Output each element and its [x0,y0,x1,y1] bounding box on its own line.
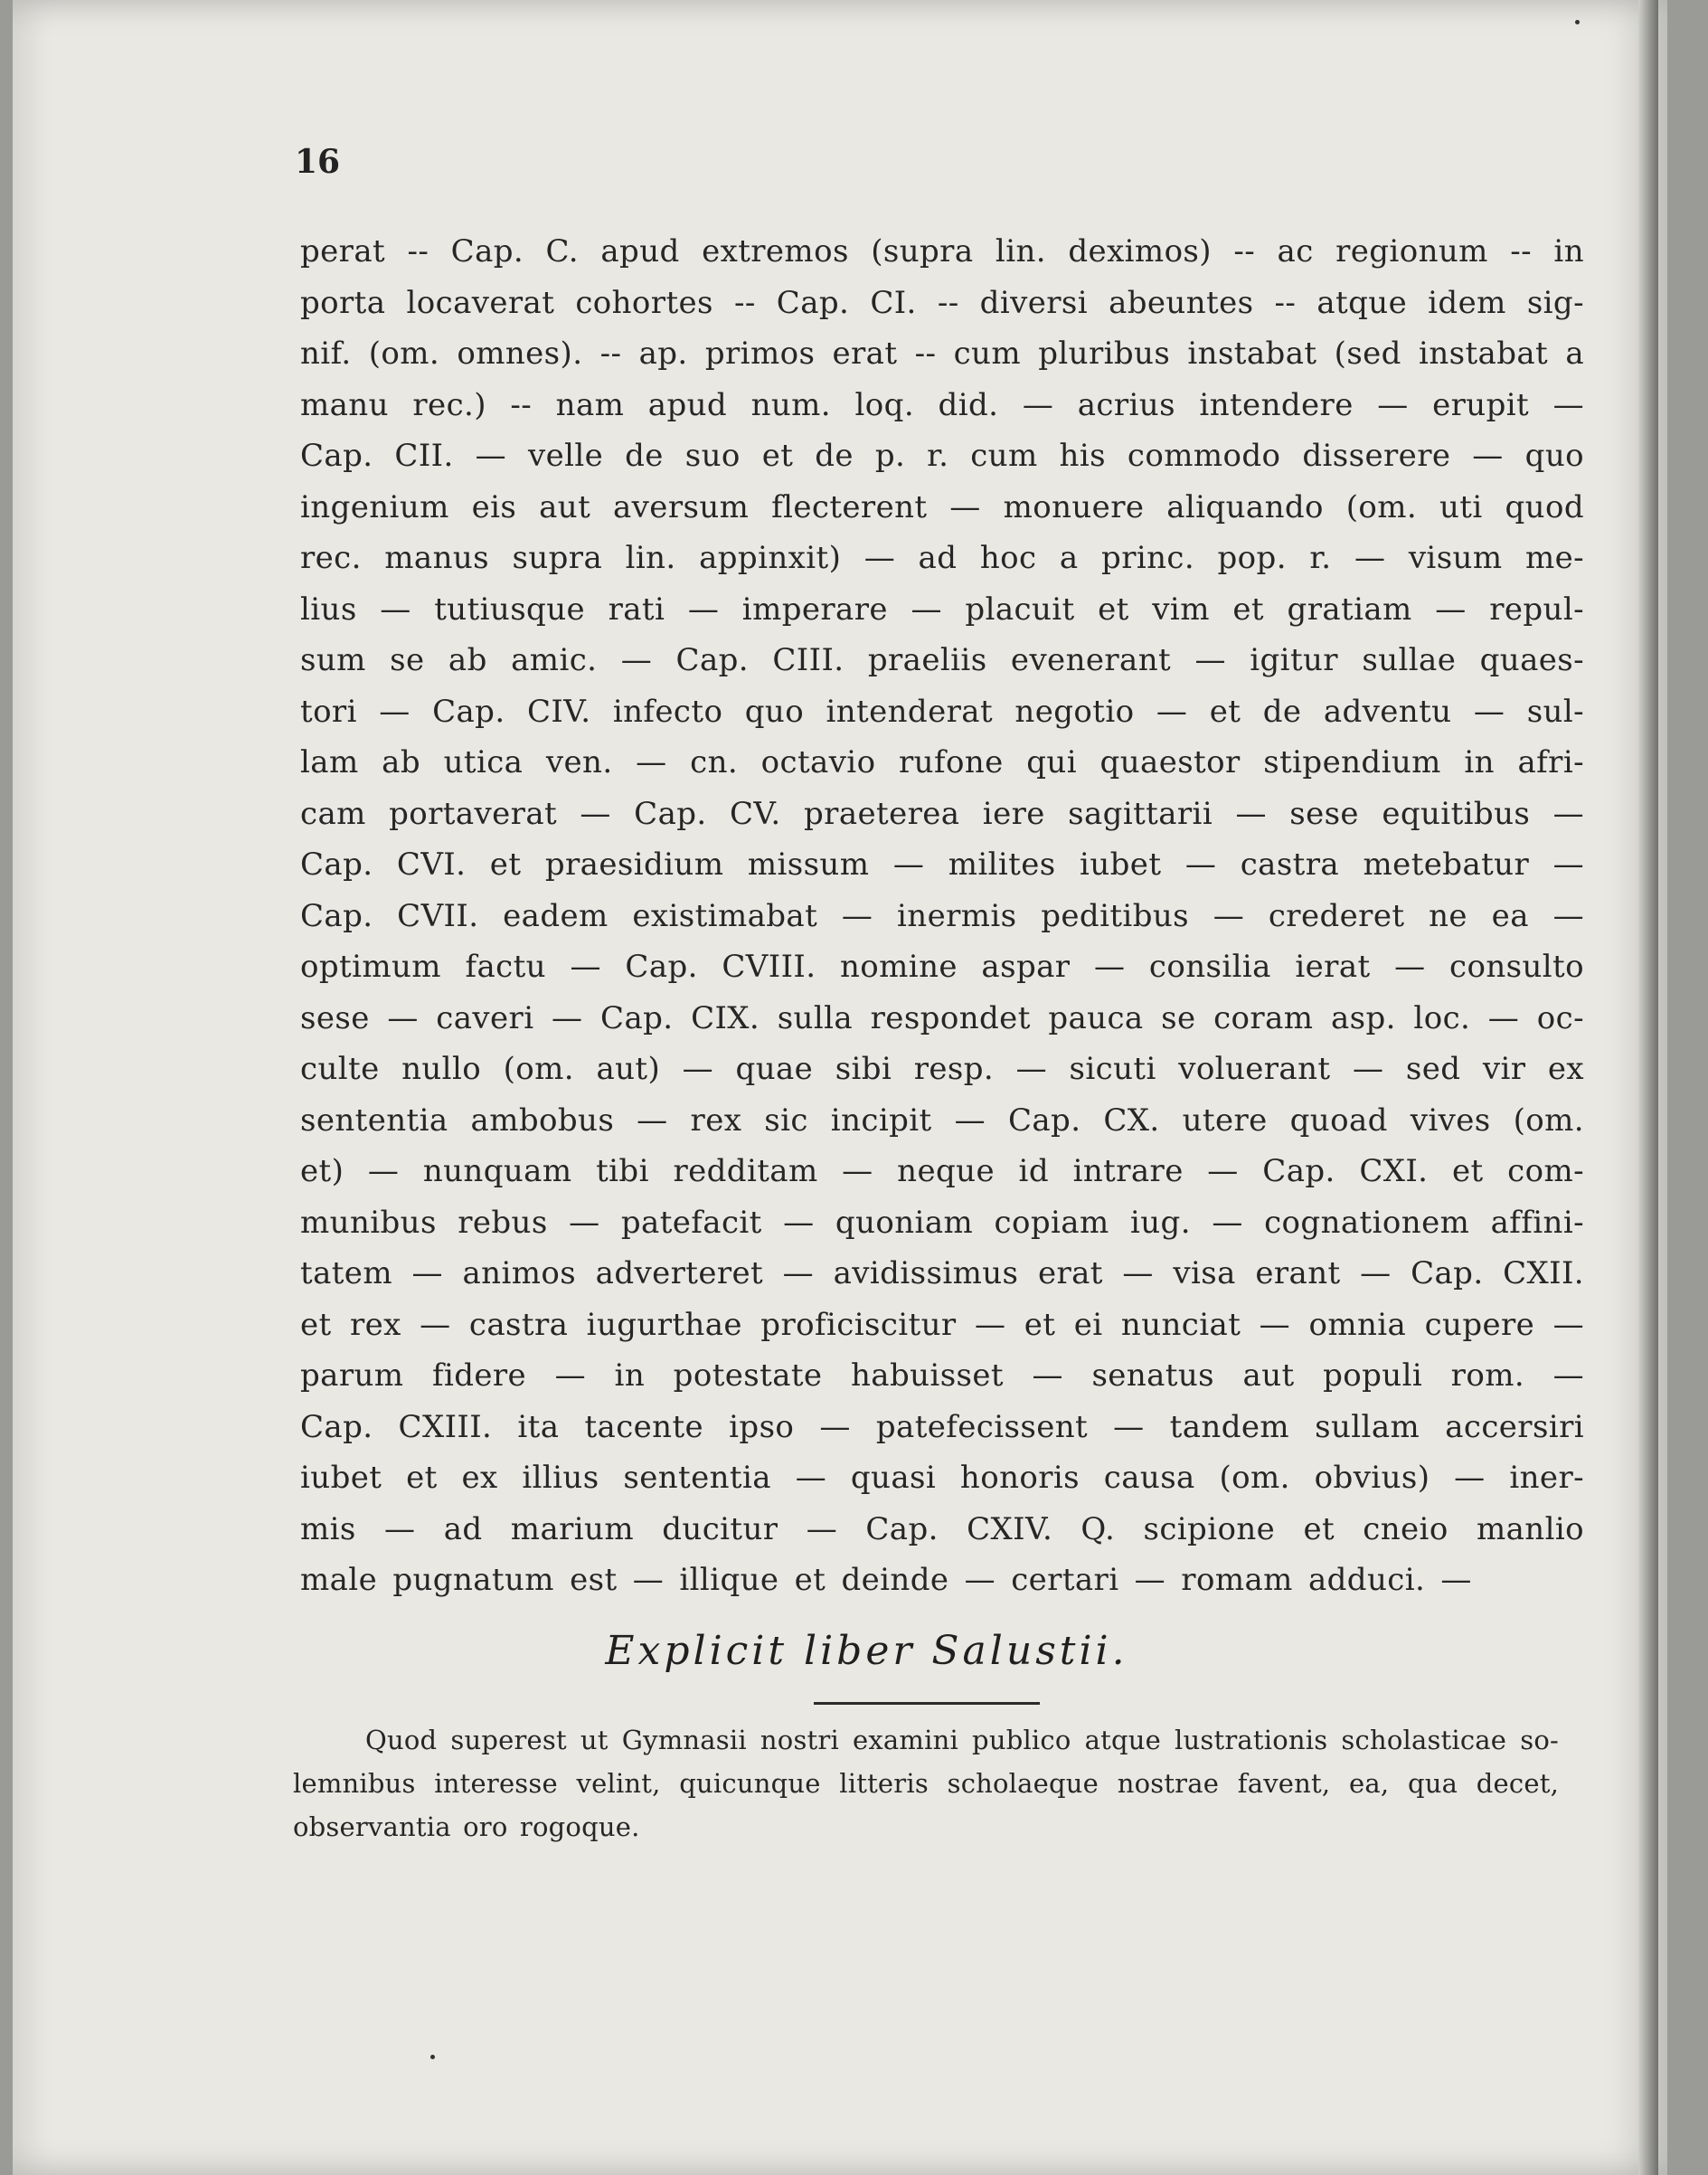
page-edge [1638,0,1658,2175]
explicit-heading: Explicit liber Salustii. [605,1628,1128,1674]
text-line: optimum factu — Cap. CVIII. nomine aspar — consilia ierat — consulto [300,949,1584,985]
text-line: lius — tutiusque rati — imperare — placuit et vim et gratiam — repul- [300,591,1584,628]
text-line: parum fidere — in potestate habuisset — senatus aut populi rom. — [300,1357,1584,1394]
closing-line: lemnibus interesse velint, quicunque litteris scholaeque nostrae favent, ea, qua decet, [293,1768,1559,1799]
main-text [300,226,1584,1606]
text-line: sum se ab amic. — Cap. CIII. praeliis evenerant — igitur sullae quaes- [300,642,1584,678]
text-line: tori — Cap. CIV. infecto quo intenderat negotio — et de adventu — sul- [300,693,1584,730]
text-line: Cap. CVII. eadem existimabat — inermis peditibus — crederet ne ea — [300,897,1584,934]
text-line: sese — caveri — Cap. CIX. sulla respondet pauca se coram asp. loc. — oc- [300,999,1584,1036]
closing-paragraph [293,1718,1559,1849]
closing-line: observantia oro rogoque. [293,1811,640,1842]
text-line: Cap. CVI. et praesidium missum — milites iubet — castra metebatur — [300,846,1584,883]
book-page [13,0,1667,2175]
text-line: et rex — castra iugurthae proficiscitur — et ei nunciat — omnia cupere — [300,1306,1584,1343]
text-line: et) — nunquam tibi redditam — neque id intrare — Cap. CXI. et com- [300,1153,1584,1189]
text-line: lam ab utica ven. — cn. octavio rufone qui quaestor stipendium in afri- [300,744,1584,780]
text-line: sententia ambobus — rex sic incipit — Cap. CX. utere quoad vives (om. [300,1102,1584,1139]
text-line: ingenium eis aut aversum flecterent — monuere aliquando (om. uti quod [300,488,1584,525]
text-line: tatem — animos adverteret — avidissimus erat — visa erant — Cap. CXII. [300,1255,1584,1291]
text-line: porta locaverat cohortes -- Cap. CI. -- diversi abeuntes -- atque idem sig- [300,284,1584,321]
text-line: rec. manus supra lin. appinxit) — ad hoc a princ. pop. r. — visum me- [300,540,1584,576]
ink-speck [430,2055,435,2059]
text-line: nif. (om. omnes). -- ap. primos erat -- cum pluribus instabat (sed instabat a [300,336,1584,372]
closing-line: Quod superest ut Gymnasii nostri examini publico atque lustrationis scholasticae so- [365,1725,1559,1755]
text-line: Cap. CXIII. ita tacente ipso — patefecissent — tandem sullam accersiri [300,1408,1584,1445]
text-line: culte nullo (om. aut) — quae sibi resp. — sicuti voluerant — sed vir ex [300,1051,1584,1087]
text-line: perat -- Cap. C. apud extremos (supra lin. deximos) -- ac regionum -- in [300,233,1584,270]
divider-rule [814,1702,1040,1705]
ink-speck [1575,20,1580,24]
text-line: iubet et ex illius sententia — quasi honoris causa (om. obvius) — iner- [300,1460,1584,1496]
page-number: 16 [295,143,341,181]
text-line: cam portaverat — Cap. CV. praeterea iere sagittarii — sese equitibus — [300,795,1584,832]
text-line: Cap. CII. — velle de suo et de p. r. cum his commodo disserere — quo [300,438,1584,474]
text-line: male pugnatum est — illique et deinde — certari — romam adduci. — [300,1562,1472,1598]
text-line: manu rec.) -- nam apud num. loq. did. — acrius intendere — erupit — [300,386,1584,423]
text-line: mis — ad marium ducitur — Cap. CXIV. Q. scipione et cneio manlio [300,1510,1584,1547]
text-line: munibus rebus — patefacit — quoniam copiam iug. — cognationem affini- [300,1204,1584,1241]
